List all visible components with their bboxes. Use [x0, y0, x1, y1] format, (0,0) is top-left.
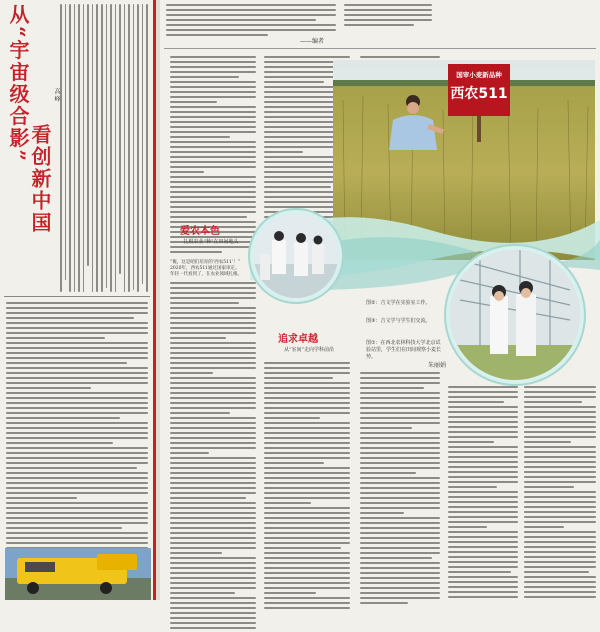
sign-line2: 西农511 — [450, 86, 508, 102]
sign-line1: 国审小麦新品种 — [456, 71, 502, 79]
section-head-2: 追求卓越 — [278, 334, 318, 345]
para-line-2: 2020年，西农511通过国家审定。 — [170, 266, 240, 271]
para-line-3: 年轻一代看到了，在农业领域扎根。 — [170, 272, 242, 277]
col3-text-bottom — [360, 372, 440, 607]
caption-1: 图①：在西北农林科技大学北京试验站里，学生们在田间观察小麦长势。 — [366, 340, 442, 360]
col5-text — [524, 386, 596, 601]
section-head-1: 爱农本色 — [180, 226, 220, 237]
intro-block-2 — [344, 4, 432, 29]
author-name: 朱丽娟 — [428, 362, 447, 369]
col1-text-bottom — [170, 282, 256, 632]
col4-text — [448, 386, 518, 601]
vehicle-photo — [5, 548, 151, 600]
headline-part2: 看创新中国 — [28, 124, 52, 234]
left-divider — [4, 296, 150, 297]
left-body-vertical — [60, 4, 148, 292]
editor-signature: ——编者 — [300, 38, 325, 45]
col2-text-bottom — [264, 362, 350, 612]
col1-para-sample — [170, 260, 256, 278]
headline-vertical — [5, 4, 51, 294]
byline: 高 峰 — [53, 88, 60, 102]
left-body-horizontal — [6, 302, 148, 572]
left-page — [0, 0, 152, 600]
sign-post — [477, 116, 481, 142]
section-sub-1: 扎根农业“种”在田间地头 — [183, 239, 239, 245]
caption-3: 图③：吉文学与学生们交流。 — [366, 318, 431, 324]
variety-sign — [448, 64, 510, 116]
intro-block — [166, 4, 336, 39]
section-sub-2: 从“室间”走向学科前沿 — [283, 347, 335, 353]
para-line-1: “俺，这是咱们培育的‘西农511’！” — [170, 260, 241, 265]
headline-part1: 从“宇宙级合影” — [6, 4, 30, 164]
greenhouse-photo-circle — [446, 246, 584, 384]
caption-2: 图②：吉文学在实验室工作。 — [366, 300, 431, 306]
top-rule — [164, 48, 596, 49]
lab-photo-circle — [250, 210, 342, 302]
